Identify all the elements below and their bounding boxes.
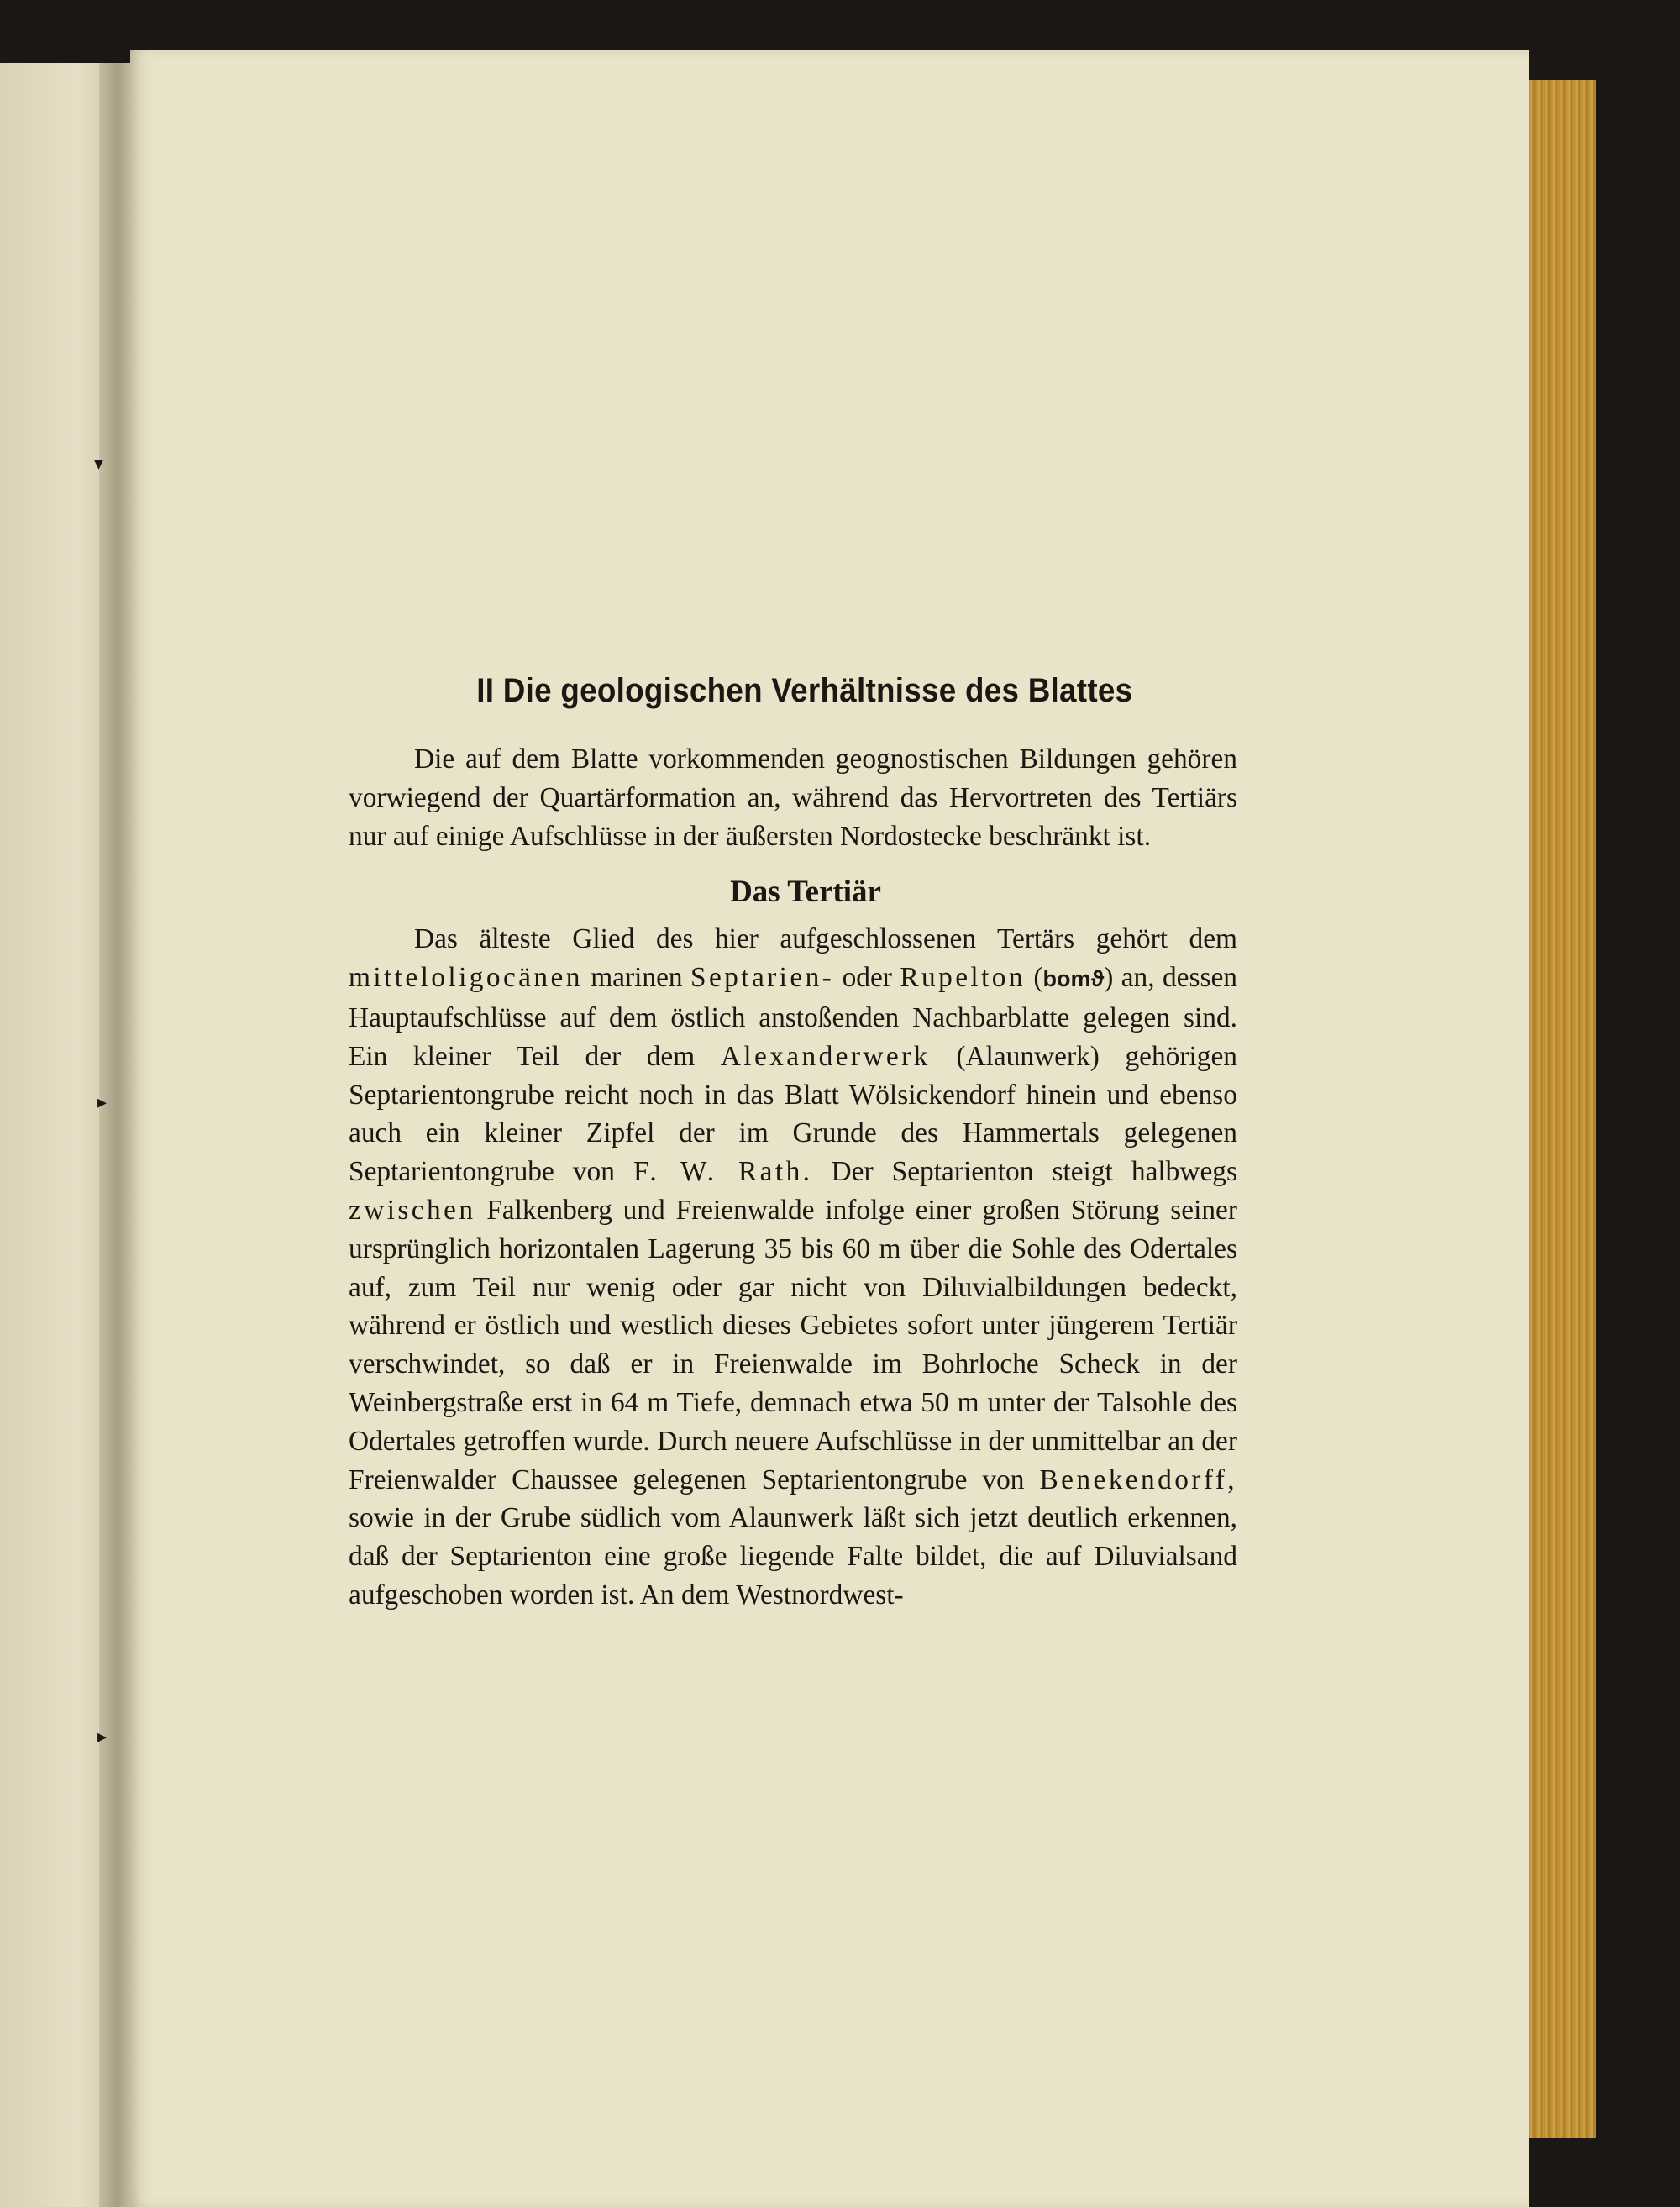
term-zwischen: zwischen [349, 1194, 476, 1226]
term-mitteloligocan: mitteloligocänen [349, 962, 583, 994]
term-rath: F. W. Rath. [633, 1156, 813, 1188]
body-text: marinen [582, 962, 690, 994]
term-rupelton: Rupelton [900, 962, 1026, 994]
body-text: ( [1025, 962, 1043, 994]
intro-paragraph: Die auf dem Blatte vorkommenden geognostischen Bildungen gehören vorwiegend der Quartärformation an, während das Hervortreten des Tertiärs nur auf einige Aufschlüsse in der äußersten Nordostecke beschränkt ist. [349, 744, 1237, 852]
background [1596, 67, 1680, 2207]
term-septarien: Septarien- [690, 962, 835, 994]
margin-mark: ▾ [94, 454, 104, 475]
margin-mark: ▸ [97, 1092, 108, 1113]
section-heading: II Die geologischen Verhältnisse des Blattes [476, 672, 1133, 709]
book-page-block-edge [1529, 80, 1596, 2138]
page-text [349, 672, 1237, 1615]
formation-symbol-sub: ϑ [1090, 966, 1105, 992]
body-text: oder [834, 962, 900, 994]
body-text: ) an, dessen Hauptaufschlüsse auf dem östlich anstoßenden Nachbarblatte gelegen sind. Ein kleiner Teil der dem [349, 962, 1237, 1072]
body-text: Das älteste Glied des hier aufgeschlossenen Tertärs gehört dem [414, 923, 1237, 955]
subsection-heading: Das Tertiär [730, 875, 881, 910]
formation-symbol: bom [1042, 966, 1091, 992]
body-paragraph [349, 920, 1237, 1614]
term-benekendorff: Benekendorff, [1039, 1463, 1237, 1495]
term-alexanderwerk: Alexanderwerk [720, 1040, 931, 1072]
body-text: sowie in der Grube südlich vom Alaunwerk läßt sich jetzt deutlich erkennen, daß der Septarienton eine große liegende Falte bildet, die auf Diluvialsand aufgeschoben worden ist. An dem Westnordwest- [349, 1502, 1237, 1611]
body-text: Der Septarienton steigt halbwegs [812, 1156, 1237, 1188]
body-text: Falkenberg und Freienwalde infolge einer großen Störung seiner ursprünglich horizontalen Lagerung 35 bis 60 m über die Sohle des Odertales auf, zum Teil nur wenig oder gar nicht von Diluvialbildungen bedeckt, während er östlich und westlich dieses Gebietes sofort unter jüngerem Tertiär verschwindet, so daß er in Freienwalde im Bohrloche Scheck in der Weinbergstraße erst in 64 m Tiefe, demnach etwa 50 m unter der Talsohle des Odertales getroffen wurde. Durch neuere Aufschlüsse in der unmittelbar an der Freienwalder Chaussee gelegenen Septarientongrube von [349, 1194, 1237, 1495]
margin-mark: ▸ [97, 1726, 108, 1747]
body-text: (Alaunwerk) gehörigen Septarientongrube reicht noch in das Blatt Wölsickendorf hinein und ebenso auch ein kleiner Zipfel der im Grunde des Hammertals gelegenen Septarientongrube von [349, 1040, 1237, 1188]
